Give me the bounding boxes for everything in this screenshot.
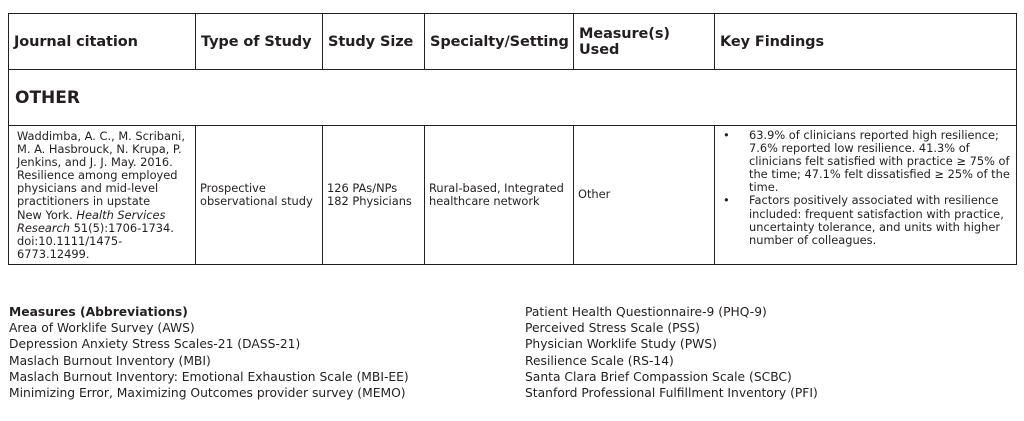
citation-line: Jenkins, and J. J. May. 2016.	[17, 155, 173, 170]
measure-item: Resilience Scale (RS-14)	[525, 353, 674, 368]
measure-item: Santa Clara Brief Compassion Scale (SCBC)	[525, 369, 792, 384]
measures-heading: Measures (Abbreviations)	[9, 305, 188, 319]
measures-used-cell: Other	[574, 126, 715, 265]
finding-item	[719, 129, 1010, 194]
key-findings-cell	[715, 126, 1017, 265]
citation-line: M. A. Hasbrouck, N. Krupa, P.	[17, 142, 182, 157]
type-of-study-cell: Prospective observational study	[196, 126, 323, 265]
study-size-cell	[323, 126, 425, 265]
finding-text: Factors positively associated with resilience included: frequent satisfaction with practice, uncertainty tolerance, and units with higher number of colleagues.	[749, 193, 1004, 247]
specialty-cell: Rural-based, Integrated healthcare network	[425, 126, 574, 265]
header-specialty-setting: Specialty/Setting	[425, 14, 574, 70]
citation-line: practitioners in upstate	[17, 194, 151, 209]
citation-journal: Health Services	[76, 207, 166, 222]
citation-cell	[9, 126, 196, 265]
findings-list	[719, 129, 1010, 247]
table-header-row	[9, 14, 1017, 70]
header-type-of-study: Type of Study	[196, 14, 323, 70]
citation-journal-2: Research	[17, 220, 71, 235]
measure-item: Perceived Stress Scale (PSS)	[525, 321, 700, 336]
citation-line	[17, 222, 191, 235]
citation-line: physicians and mid-level	[17, 181, 159, 196]
citation-doi: doi:10.1111/1475-6773.12499.	[17, 233, 123, 261]
measure-item: Patient Health Questionnaire-9 (PHQ-9)	[525, 305, 767, 319]
citation-line: Waddimba, A. C., M. Scribani,	[17, 129, 185, 143]
header-measures-used: Measure(s) Used	[574, 14, 715, 70]
section-row	[9, 70, 1017, 126]
measure-item: Maslach Burnout Inventory: Emotional Exhaustion Scale (MBI-EE)	[9, 369, 409, 384]
measure-item: Depression Anxiety Stress Scales-21 (DASS-21)	[9, 337, 301, 352]
measure-item: Physician Worklife Study (PWS)	[525, 337, 717, 352]
bullet-icon: •	[723, 193, 730, 208]
section-title: OTHER	[9, 70, 1017, 126]
study-size-line: 182 Physicians	[327, 193, 412, 208]
evidence-table	[8, 13, 1017, 265]
header-journal-citation: Journal citation	[9, 14, 196, 70]
finding-text: 63.9% of clinicians reported high resilience; 7.6% reported low resilience. 41.3% of clinicians felt satisfied with practice ≥ 75% of the time; 47.1% felt dissatisfied ≥ 25% of the time.	[749, 128, 1010, 195]
measures-list-left	[9, 304, 409, 401]
finding-item	[719, 194, 1010, 246]
citation-line: Resilience among employed	[17, 168, 178, 183]
study-size-line: 126 PAs/NPs	[327, 180, 398, 195]
table-row	[9, 126, 1017, 265]
citation-volume: 51(5):1706-1734.	[70, 220, 174, 235]
measure-item: Area of Worklife Survey (AWS)	[9, 321, 195, 336]
measure-item: Maslach Burnout Inventory (MBI)	[9, 353, 211, 368]
header-study-size: Study Size	[323, 14, 425, 70]
header-key-findings: Key Findings	[715, 14, 1017, 70]
measure-item: Stanford Professional Fulfillment Inventory (PFI)	[525, 386, 818, 401]
measure-item: Minimizing Error, Maximizing Outcomes provider survey (MEMO)	[9, 386, 406, 401]
measures-list-right	[525, 304, 818, 401]
citation-text: New York.	[17, 207, 77, 222]
bullet-icon: •	[723, 128, 730, 142]
